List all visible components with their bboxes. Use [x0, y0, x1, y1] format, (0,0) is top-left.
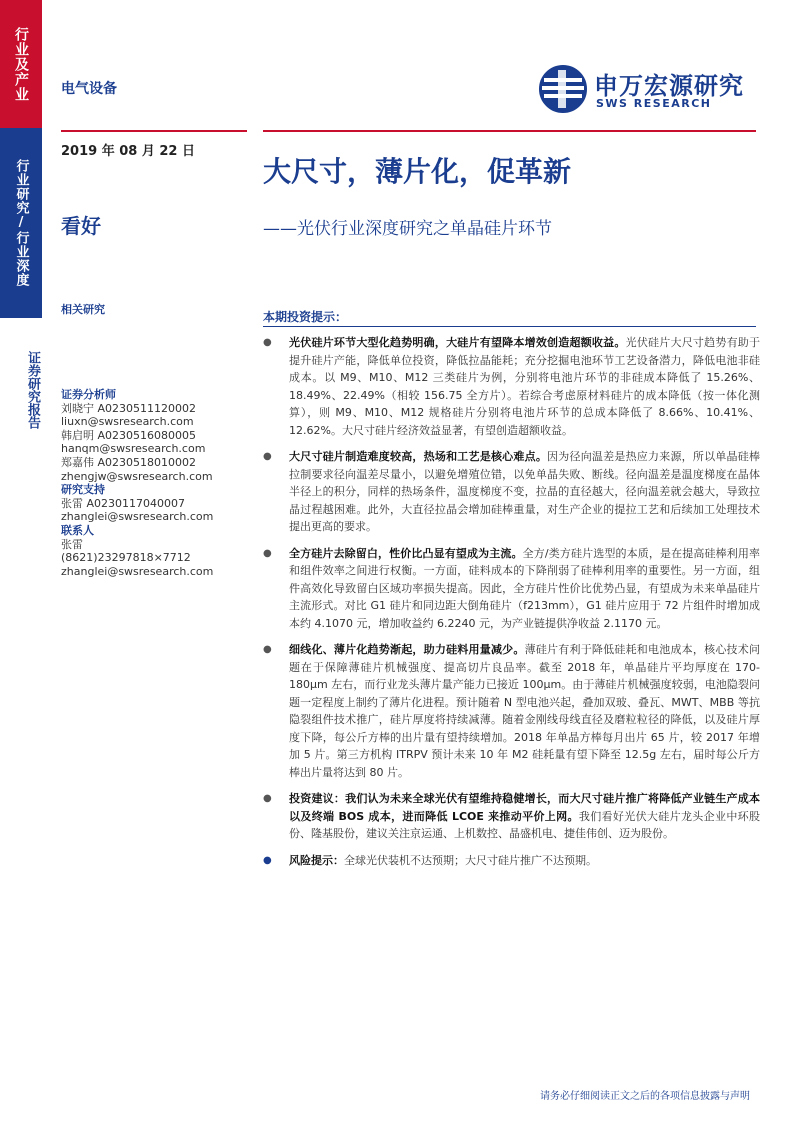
analyst-heading: 证券分析师: [61, 388, 116, 401]
bullet-text: 薄硅片有利于降低硅耗和电池成本，核心技术问题在于保障薄硅片机械强度、提高切片良品率。截至 2018 年，单晶硅片平均厚度在 170-180μm 左右，而行业龙头薄片量产能力已接近 100μm。由于薄硅片机械强度较弱，电池隐裂问题一定程度上制约了薄片化进程。预计随着 N 型电池兴起，叠加双玻、叠瓦、MWT、MBB 等抗隐裂组件技术推广，硅片厚度将持续减薄。随着金刚线母线直径及磨粒粒径的降低，以及硅片厚度下降，每公斤方棒的出片量有望持续增加。2018 年单晶方棒每月出片 65 片，较 2017 年增加 5 片。第三方机构 ITRPV 预计未来 10 年 M2 硅耗量有望下降至 12.5g 左右，届时每公斤方棒出片量将达到 80 片。: [289, 643, 760, 779]
bullet-item: [263, 334, 760, 439]
contact-line[interactable]: zhengjw@swsresearch.com: [61, 469, 213, 483]
bullet-lead: 光伏硅片环节大型化趋势明确，大硅片有望降本增效创造超额收益。: [289, 336, 626, 349]
logo-english-name: SWS RESEARCH: [596, 97, 712, 110]
contact-line: 张雷 A0230117040007: [61, 496, 186, 510]
bullet-lead: 全方硅片去除留白，性价比凸显有望成为主流。: [289, 546, 523, 560]
support-heading: 研究支持: [61, 483, 105, 497]
bullet-dot-icon: ●: [263, 644, 272, 655]
side-tab-industry: 行业及产业: [0, 0, 42, 128]
bullet-dot-icon: ●: [263, 451, 272, 462]
contact-line: (8621)23297818×7712: [61, 551, 191, 565]
contact-line: 韩启明 A0230516080005: [61, 428, 197, 442]
contact-line[interactable]: hanqm@swsresearch.com: [61, 442, 206, 456]
logo-chinese-name: 申万宏源研究: [594, 72, 744, 100]
bullet-item: [263, 790, 760, 843]
contact-heading: 联系人: [61, 523, 94, 537]
contact-line: 刘晓宁 A0230511120002: [61, 401, 197, 415]
bullet-text: 全球光伏装机不达预期；大尺寸硅片推广不达预期。: [344, 853, 597, 867]
bullet-lead: 大尺寸硅片制造难度较高，热场和工艺是核心难点。: [289, 450, 548, 463]
bullet-text: 光伏硅片大尺寸趋势有助于提升硅片产能，降低单位投资，降低拉晶能耗；充分挖掘电池环节工艺设备潜力，降低电池非硅成本。以 M9、M10、M12 三类硅片为例，分别将电池片环节的非硅成本降低了 15.26%、18.49%、22.49%（相较 156.75 全方片）。若综合考虑原材料硅片的成本降低（按一体化测算），则 M9、M10、M12 规格硅片分别将电池片环节的总成本降低了 8.66%、10.41%、12.62%。大尺寸硅片经济效益显著，有望创造超额收益。: [289, 336, 761, 437]
bullet-list: [263, 334, 760, 878]
tips-divider: [263, 326, 756, 327]
contact-line: 郑嘉伟 A0230518010002: [61, 455, 197, 469]
header-rule-left: [61, 130, 247, 132]
related-research-label: 相关研究: [61, 303, 105, 316]
bullet-text: 我们看好光伏大硅片龙头企业中环股份、隆基股份，建议关注京运通、上机数控、晶盛机电、捷佳伟创、迈为股份。: [289, 809, 761, 840]
bullet-item: [263, 448, 760, 536]
contact-line[interactable]: zhanglei@swsresearch.com: [61, 564, 214, 578]
bullet-item: [263, 641, 760, 781]
report-subtitle: ——光伏行业深度研究之单晶硅片环节: [263, 219, 552, 239]
bullet-dot-icon: ●: [263, 547, 272, 559]
contacts-block: [61, 388, 241, 578]
bullet-item: [263, 545, 760, 633]
report-title: 大尺寸，薄片化，促革新: [263, 155, 572, 188]
bullet-text: 因为径向温差是热应力来源，所以单晶硅棒拉制要求径向温差尽量小，以避免增殖位错，以免单晶失败、断线。径向温差是温度梯度在晶体半径上的积分，同样的热场条件，温度梯度不变，拉晶的直径越大，径向温差就会越大，导致拉晶过程越困难。此外，大直径拉晶会增加硅棒重量，对生产企业的提拉工艺和后续加工处理技术提出更高的要求。: [289, 450, 760, 533]
contact-line: 张雷: [61, 537, 83, 551]
bullet-lead: 细线化、薄片化趋势渐起，助力硅料用量减少。: [289, 643, 525, 656]
contact-line[interactable]: liuxn@swsresearch.com: [61, 415, 194, 429]
contact-line[interactable]: zhanglei@swsresearch.com: [61, 510, 214, 524]
company-logo: [538, 64, 750, 116]
bullet-lead: 风险提示：: [289, 853, 344, 867]
side-tab-report-type: 证券研究报告: [25, 351, 40, 429]
investment-tips-heading: 本期投资提示：: [263, 310, 348, 324]
report-date: 2019 年 08 月 22 日: [61, 144, 195, 159]
header-rule-right: [263, 130, 756, 132]
disclaimer-footer: 请务必仔细阅读正文之后的各项信息披露与声明: [540, 1091, 750, 1102]
bullet-dot-icon: ●: [263, 337, 272, 348]
rating-label: 看好: [61, 214, 101, 238]
bullet-dot-icon: ●: [263, 793, 272, 804]
logo-globe-icon: [538, 64, 588, 114]
bullet-item: [263, 852, 760, 870]
side-tab-research-type: 行业研究/行业深度: [0, 128, 42, 318]
bullet-text: 全方/类方硅片选型的本质，是在提高硅棒利用率和组件效率之间进行权衡。一方面，硅料成本的下降削弱了硅棒利用率的重要性。另一方面，组件高效化导致留白区域功率损失提高。因此，全方硅片性价比优势凸显，有望成为未来单晶硅片主流形式。对比 G1 硅片和同边距大倒角硅片（f213mm），G1 硅片应用于 72 片组件时增加成本约 4.1070 元，增加收益约 6.2240 元，为产业链提供净收益 2.1170 元。: [289, 546, 760, 630]
bullet-dot-icon: ●: [263, 854, 272, 866]
sector-label: 电气设备: [61, 81, 117, 97]
bullet-lead: 投资建议：我们认为未来全球光伏有望维持稳健增长，而大尺寸硅片推广将降低产业链生产成本以及终端 BOS 成本，进而降低 LCOE 来推动平价上网。: [289, 792, 760, 823]
